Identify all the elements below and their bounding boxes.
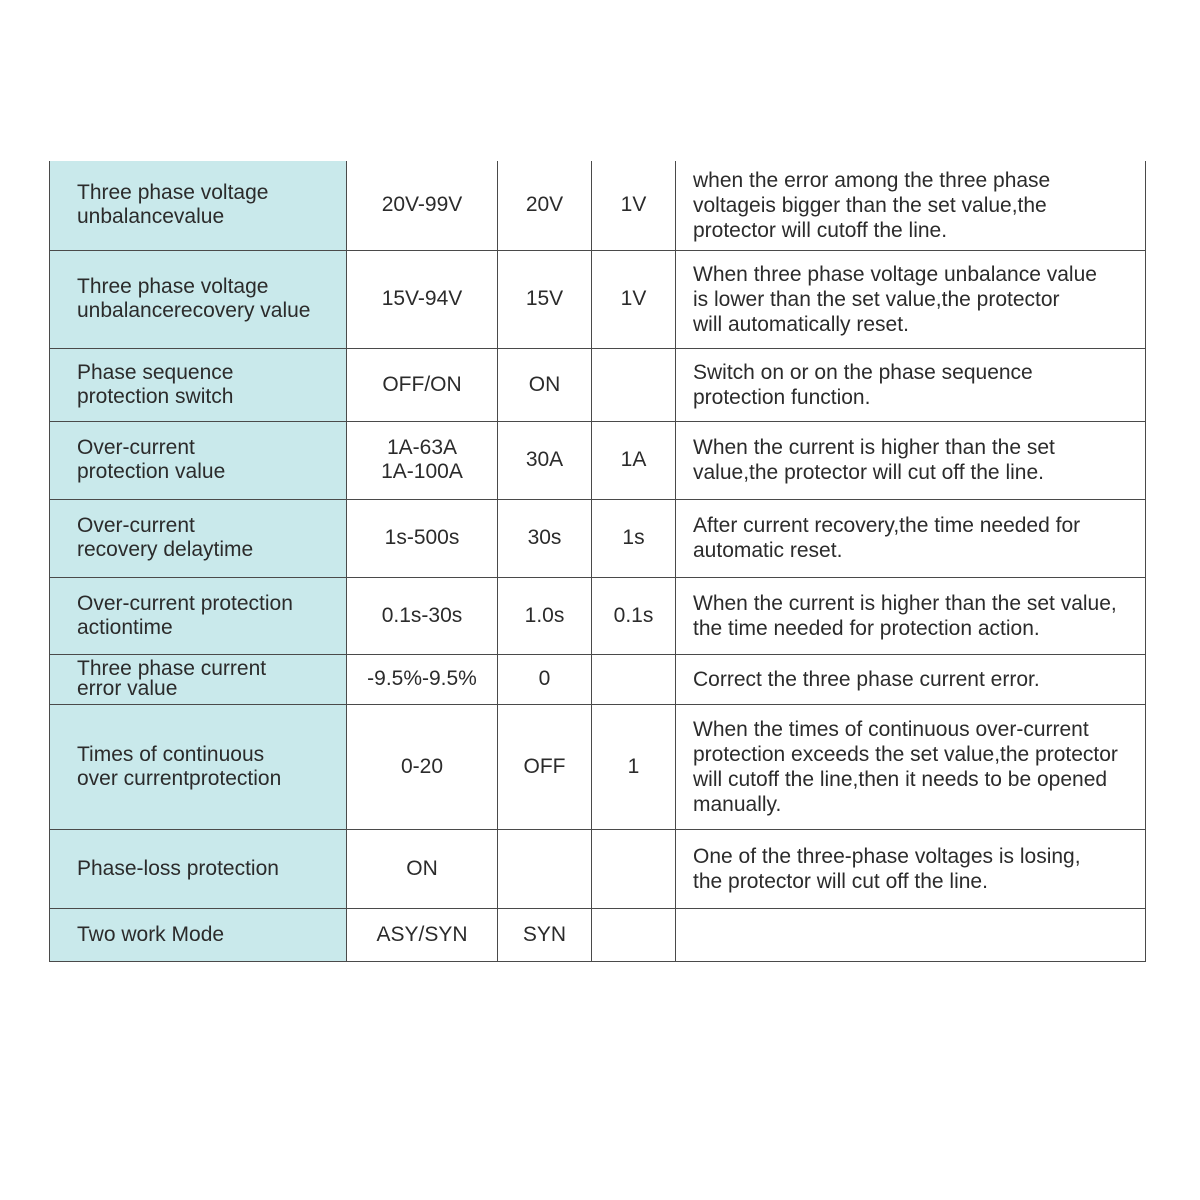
default-value <box>498 829 592 908</box>
parameter-description: After current recovery,the time needed for automatic reset. <box>676 499 1146 577</box>
parameter-name: Over-current protection actiontime <box>50 577 347 654</box>
table-row <box>50 829 1146 908</box>
setting-range: ON <box>347 829 498 908</box>
table-row <box>50 654 1146 704</box>
parameter-table <box>49 161 1146 962</box>
setting-range: 20V-99V <box>347 161 498 250</box>
parameter-name: Three phase voltage unbalancerecovery value <box>50 250 347 348</box>
setting-range: -9.5%-9.5% <box>347 654 498 704</box>
parameter-name: Three phase current error value <box>50 654 347 704</box>
default-value: SYN <box>498 908 592 961</box>
parameter-description: When the times of continuous over-current protection exceeds the set value,the protector will cutoff the line,then it needs to be opened manually. <box>676 704 1146 829</box>
step-value: 1 <box>592 704 676 829</box>
table-row <box>50 421 1146 499</box>
step-value: 1s <box>592 499 676 577</box>
table-row <box>50 908 1146 961</box>
step-value: 1V <box>592 161 676 250</box>
setting-range: OFF/ON <box>347 348 498 421</box>
setting-range: ASY/SYN <box>347 908 498 961</box>
default-value: OFF <box>498 704 592 829</box>
setting-range: 0.1s-30s <box>347 577 498 654</box>
table-row <box>50 348 1146 421</box>
setting-range: 15V-94V <box>347 250 498 348</box>
table-row <box>50 499 1146 577</box>
parameter-description: Switch on or on the phase sequence protection function. <box>676 348 1146 421</box>
parameter-description: when the error among the three phase voltageis bigger than the set value,the protector will cutoff the line. <box>676 161 1146 250</box>
parameter-name: Phase-loss protection <box>50 829 347 908</box>
parameter-name: Over-current recovery delaytime <box>50 499 347 577</box>
default-value: 0 <box>498 654 592 704</box>
parameter-description <box>676 908 1146 961</box>
parameter-name: Two work Mode <box>50 908 347 961</box>
parameter-description: When the current is higher than the set value, the time needed for protection action. <box>676 577 1146 654</box>
step-value: 0.1s <box>592 577 676 654</box>
parameter-description: When three phase voltage unbalance value is lower than the set value,the protector will automatically reset. <box>676 250 1146 348</box>
parameter-name: Over-current protection value <box>50 421 347 499</box>
setting-range: 1A-63A 1A-100A <box>347 421 498 499</box>
table-row <box>50 577 1146 654</box>
setting-range: 0-20 <box>347 704 498 829</box>
step-value <box>592 654 676 704</box>
default-value: 30s <box>498 499 592 577</box>
default-value: 20V <box>498 161 592 250</box>
parameter-name: Three phase voltage unbalancevalue <box>50 161 347 250</box>
default-value: 30A <box>498 421 592 499</box>
setting-range: 1s-500s <box>347 499 498 577</box>
step-value: 1V <box>592 250 676 348</box>
default-value: ON <box>498 348 592 421</box>
table-row <box>50 250 1146 348</box>
table-row <box>50 161 1146 250</box>
default-value: 1.0s <box>498 577 592 654</box>
parameter-description: When the current is higher than the set value,the protector will cut off the line. <box>676 421 1146 499</box>
parameter-description: One of the three-phase voltages is losing, the protector will cut off the line. <box>676 829 1146 908</box>
default-value: 15V <box>498 250 592 348</box>
step-value: 1A <box>592 421 676 499</box>
parameter-name: Times of continuous over currentprotection <box>50 704 347 829</box>
parameter-description: Correct the three phase current error. <box>676 654 1146 704</box>
step-value <box>592 829 676 908</box>
table-row <box>50 704 1146 829</box>
parameter-name: Phase sequence protection switch <box>50 348 347 421</box>
step-value <box>592 908 676 961</box>
step-value <box>592 348 676 421</box>
